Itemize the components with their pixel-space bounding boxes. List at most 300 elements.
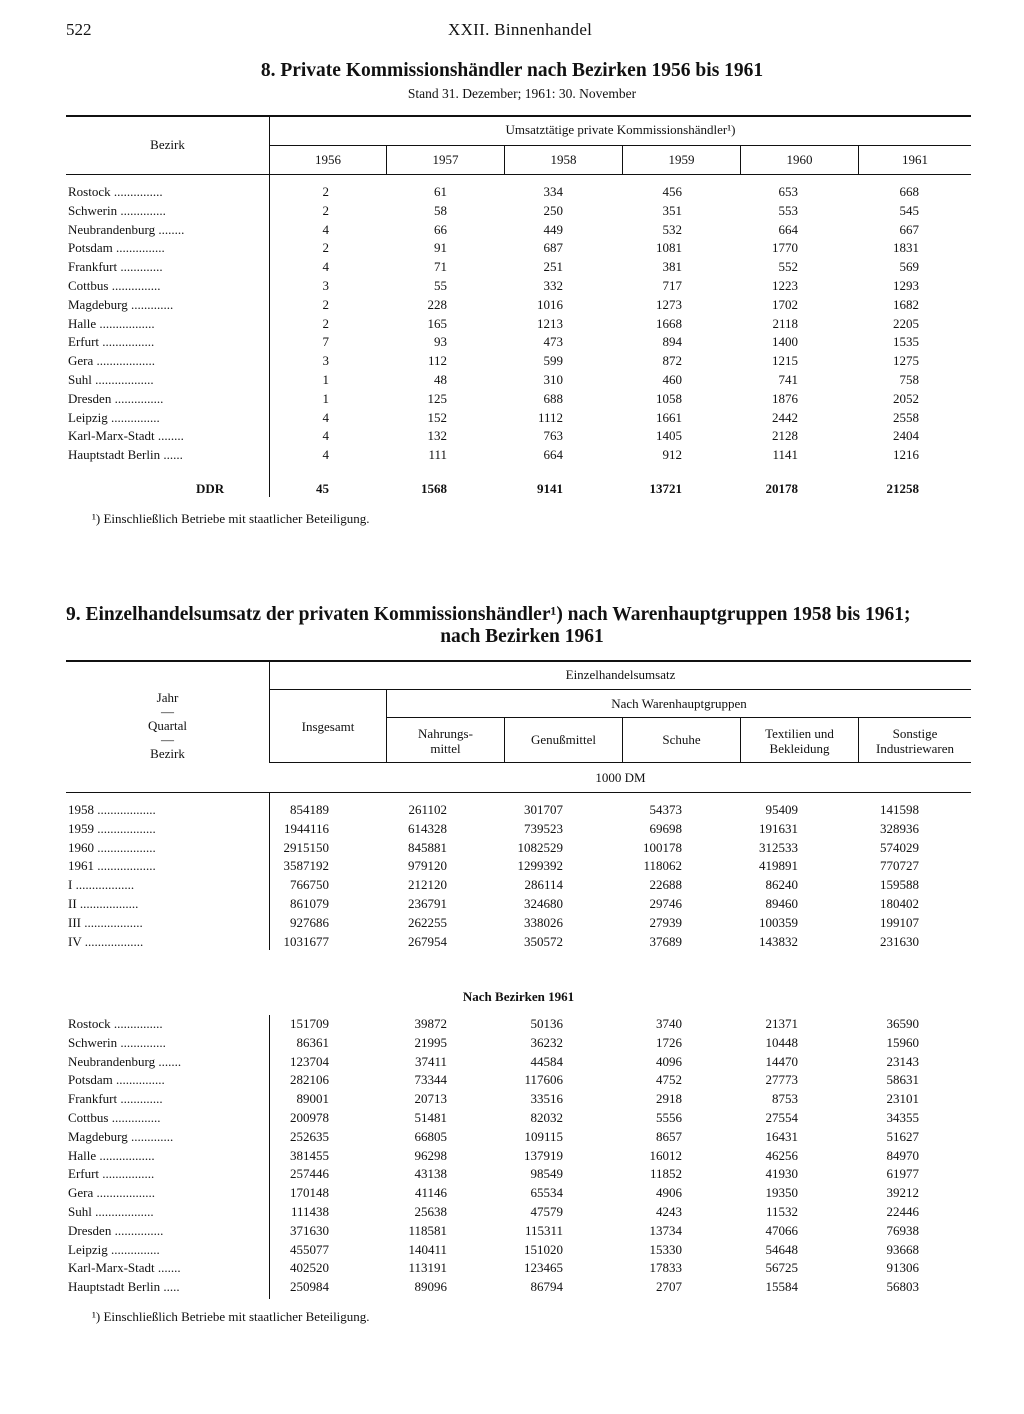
table-row xyxy=(66,259,946,278)
table-cell: 456 xyxy=(662,184,682,199)
table-cell: 20713 xyxy=(414,1091,447,1107)
table-cell: 1031677 xyxy=(283,933,329,949)
table-cell: 151020 xyxy=(524,1241,563,1257)
table-cell: 2118 xyxy=(772,315,798,331)
table8-year-header: 1961 xyxy=(902,152,928,167)
table-cell: 1299392 xyxy=(517,858,563,874)
table-cell: 1668 xyxy=(656,315,682,331)
table-cell: 15330 xyxy=(649,1241,682,1257)
table-cell: 614328 xyxy=(408,820,447,836)
table-cell: 664 xyxy=(778,221,798,237)
row-label: Cottbus ............... xyxy=(68,1110,161,1125)
table-cell: 117606 xyxy=(524,1072,563,1088)
table-cell: 371630 xyxy=(290,1222,329,1238)
table-cell: 95409 xyxy=(765,802,798,817)
table-cell: 56725 xyxy=(765,1260,798,1276)
table-cell: 2 xyxy=(322,296,329,312)
table-cell: 912 xyxy=(662,447,682,463)
table8-year-header: 1957 xyxy=(432,152,459,167)
table-cell: 449 xyxy=(543,221,563,237)
table-cell: 1661 xyxy=(656,409,682,425)
table-cell: 29746 xyxy=(649,896,682,911)
table-cell: 763 xyxy=(543,428,563,444)
table-cell: 37689 xyxy=(649,933,682,949)
table-cell: 861079 xyxy=(290,896,329,911)
table-cell: 2915150 xyxy=(283,839,329,855)
table-row xyxy=(66,1223,946,1242)
table-row xyxy=(66,1016,946,1035)
table-cell: 1215 xyxy=(772,353,798,369)
table-cell: 286114 xyxy=(524,877,563,893)
table-cell: 664 xyxy=(543,447,563,463)
row-label: 1961 .................. xyxy=(68,858,156,874)
table-cell: 39872 xyxy=(414,1016,447,1031)
table-cell: 39212 xyxy=(886,1185,919,1201)
row-label: Suhl .................. xyxy=(68,372,154,387)
row-label: Leipzig ............... xyxy=(68,409,160,425)
table9-footnote: ¹) Einschließlich Betriebe mit staatlicher Beteiligung. xyxy=(92,1309,370,1324)
table-row xyxy=(66,821,946,840)
table-cell: 739523 xyxy=(524,820,563,836)
table8-title: 8. Private Kommissionshändler nach Bezirken 1956 bis 1961 xyxy=(260,60,764,81)
table-cell: 668 xyxy=(899,184,919,199)
table-cell: 4243 xyxy=(656,1204,682,1219)
table-cell: 2 xyxy=(322,184,329,199)
table-row xyxy=(66,428,946,447)
table-cell: 552 xyxy=(778,259,798,275)
table9-stub-jahr: Jahr xyxy=(156,690,179,705)
table-cell: 16012 xyxy=(649,1147,682,1163)
table9-group-header: Einzelhandelsumsatz xyxy=(565,667,676,682)
table-total-row xyxy=(66,481,946,500)
table-row xyxy=(66,222,946,241)
table8-year-header: 1956 xyxy=(315,152,341,167)
table-cell: 4 xyxy=(322,221,329,237)
row-label: Gera .................. xyxy=(68,1185,156,1201)
table-cell: 22688 xyxy=(649,877,682,893)
table-row xyxy=(66,240,946,259)
table-cell: 109115 xyxy=(524,1128,563,1144)
table-cell: 21258 xyxy=(886,481,919,496)
table-cell: 23101 xyxy=(886,1091,919,1107)
table-cell: 65534 xyxy=(530,1185,563,1201)
table-row xyxy=(66,1185,946,1204)
table-row xyxy=(66,934,946,953)
row-label: II .................. xyxy=(68,896,139,911)
table-cell: 927686 xyxy=(290,914,329,930)
table-cell: 73344 xyxy=(414,1072,447,1088)
table-cell: 199107 xyxy=(880,914,919,930)
table-cell: 267954 xyxy=(408,933,447,949)
table-row xyxy=(66,877,946,896)
total-label: DDR xyxy=(196,481,225,496)
table-cell: 770727 xyxy=(880,858,919,874)
table-cell: 460 xyxy=(662,372,682,387)
row-label: 1959 .................. xyxy=(68,820,156,836)
table-cell: 252635 xyxy=(290,1128,329,1144)
table-row xyxy=(66,802,946,821)
table-row xyxy=(66,1148,946,1167)
table-cell: 328936 xyxy=(880,820,919,836)
table-cell: 3587192 xyxy=(283,858,329,874)
table9-stub-dash: — xyxy=(161,732,174,747)
table-cell: 137919 xyxy=(524,1147,563,1163)
row-label: Frankfurt ............. xyxy=(68,259,163,275)
row-label: Potsdam ............... xyxy=(68,1072,165,1088)
table-cell: 27939 xyxy=(649,914,682,930)
table-cell: 334 xyxy=(543,184,563,199)
table-cell: 741 xyxy=(778,372,798,387)
table-cell: 170148 xyxy=(290,1185,329,1201)
row-label: Schwerin .............. xyxy=(68,1034,166,1050)
row-label: Frankfurt ............. xyxy=(68,1091,163,1107)
table-cell: 332 xyxy=(543,278,563,293)
table-cell: 1275 xyxy=(893,353,919,369)
table-cell: 50136 xyxy=(530,1016,563,1031)
row-label: 1960 .................. xyxy=(68,839,156,855)
table-cell: 11532 xyxy=(765,1204,798,1219)
table8-footnote: ¹) Einschließlich Betriebe mit staatlicher Beteiligung. xyxy=(92,511,370,526)
row-label: III .................. xyxy=(68,914,143,930)
table-cell: 1058 xyxy=(656,390,682,406)
table8-year-header: 1958 xyxy=(550,152,577,167)
table-cell: 261102 xyxy=(408,802,447,817)
table-cell: 1016 xyxy=(537,296,563,312)
table-cell: 51627 xyxy=(886,1128,919,1144)
table-cell: 47579 xyxy=(530,1204,563,1219)
table-cell: 236791 xyxy=(408,896,447,911)
table-cell: 2404 xyxy=(893,428,919,444)
table9-col-header: Schuhe xyxy=(662,732,701,747)
table-row xyxy=(66,896,946,915)
table9-col-header: Genußmittel xyxy=(531,732,596,747)
row-label: Potsdam ............... xyxy=(68,240,165,256)
table-cell: 180402 xyxy=(880,896,919,911)
table-cell: 1831 xyxy=(893,240,919,256)
table-cell: 324680 xyxy=(524,896,563,911)
table-cell: 1726 xyxy=(656,1034,682,1050)
table-cell: 51481 xyxy=(414,1110,447,1125)
table-cell: 1273 xyxy=(656,296,682,312)
table-cell: 1400 xyxy=(772,334,798,350)
row-label: Dresden ............... xyxy=(68,390,164,406)
table-cell: 3 xyxy=(322,353,329,369)
table-cell: 20178 xyxy=(765,481,798,496)
table-row xyxy=(66,410,946,429)
table9-col-header: Sonstige Industriewaren xyxy=(876,726,954,756)
table-cell: 301707 xyxy=(524,802,563,817)
table-cell: 55 xyxy=(434,278,447,293)
table-row xyxy=(66,1166,946,1185)
table-cell: 58 xyxy=(434,202,447,218)
table-cell: 165 xyxy=(427,315,447,331)
table-cell: 91306 xyxy=(886,1260,919,1276)
table9-insgesamt-header: Insgesamt xyxy=(301,719,355,734)
row-label: Cottbus ............... xyxy=(68,278,161,293)
table-row xyxy=(66,372,946,391)
table-row xyxy=(66,1091,946,1110)
table-cell: 2 xyxy=(322,202,329,218)
row-label: Suhl .................. xyxy=(68,1204,154,1219)
table-cell: 381 xyxy=(662,259,682,275)
table-cell: 1081 xyxy=(656,240,682,256)
table-cell: 21371 xyxy=(765,1016,798,1031)
table-row xyxy=(66,1054,946,1073)
table-cell: 25638 xyxy=(414,1204,447,1219)
table-cell: 545 xyxy=(899,202,919,218)
table-cell: 1770 xyxy=(772,240,798,256)
table9-stub-bezirk: Bezirk xyxy=(150,746,185,761)
row-label: Dresden ............... xyxy=(68,1222,164,1238)
table-cell: 312533 xyxy=(759,839,798,855)
table-cell: 553 xyxy=(778,202,798,218)
table-cell: 123465 xyxy=(524,1260,563,1276)
table9-title-line1: 9. Einzelhandelsumsatz der privaten Kommissionshändler¹) nach Warenhauptgruppen 1958 bis 1961; xyxy=(66,604,911,625)
table-cell: 4906 xyxy=(656,1185,682,1201)
table-cell: 667 xyxy=(899,221,919,237)
table-cell: 15584 xyxy=(765,1279,798,1295)
table9-col-header: Textilien und Bekleidung xyxy=(765,726,834,756)
row-label: Schwerin .............. xyxy=(68,202,166,218)
table-cell: 1 xyxy=(322,372,329,387)
row-label: IV .................. xyxy=(68,933,144,949)
table-cell: 71 xyxy=(434,259,447,275)
table-cell: 2442 xyxy=(772,409,798,425)
table-row xyxy=(66,316,946,335)
table-cell: 86794 xyxy=(530,1279,563,1295)
table-cell: 36590 xyxy=(886,1016,919,1031)
table-cell: 1702 xyxy=(772,296,798,312)
table-cell: 250 xyxy=(543,202,563,218)
table9-head-rule xyxy=(270,762,971,763)
table-cell: 118581 xyxy=(408,1222,447,1238)
table-row xyxy=(66,184,946,203)
table-cell: 17833 xyxy=(649,1260,682,1276)
table-cell: 532 xyxy=(662,221,682,237)
table-cell: 61 xyxy=(434,184,447,199)
row-label: Hauptstadt Berlin ...... xyxy=(68,447,183,463)
table-cell: 1141 xyxy=(772,447,798,463)
table-cell: 2918 xyxy=(656,1091,682,1107)
table-cell: 894 xyxy=(662,334,682,350)
table-cell: 34355 xyxy=(886,1110,919,1125)
table-row xyxy=(66,278,946,297)
row-label: Leipzig ............... xyxy=(68,1241,160,1257)
table-cell: 10448 xyxy=(765,1034,798,1050)
table8-stub-header: Bezirk xyxy=(150,137,185,152)
table-cell: 4096 xyxy=(656,1053,682,1069)
table-cell: 1082529 xyxy=(517,839,563,855)
row-label: Rostock ............... xyxy=(68,1016,163,1031)
row-label: Magdeburg ............. xyxy=(68,1128,174,1144)
table-cell: 152 xyxy=(427,409,447,425)
row-label: Rostock ............... xyxy=(68,184,163,199)
table-cell: 1216 xyxy=(893,447,919,463)
table-cell: 100359 xyxy=(759,914,798,930)
table-cell: 419891 xyxy=(759,858,798,874)
table-cell: 69698 xyxy=(649,820,682,836)
table9-section-header: Nach Bezirken 1961 xyxy=(462,989,575,1004)
table-cell: 1223 xyxy=(772,278,798,293)
table-cell: 46256 xyxy=(765,1147,798,1163)
table-cell: 1293 xyxy=(893,278,919,293)
table-row xyxy=(66,1072,946,1091)
table-cell: 251 xyxy=(543,259,563,275)
table-cell: 455077 xyxy=(290,1241,329,1257)
table8-year-header: 1959 xyxy=(668,152,695,167)
table9-title-line2: nach Bezirken 1961 xyxy=(440,626,604,647)
table-cell: 159588 xyxy=(880,877,919,893)
table9-col-header: Nahrungs- mittel xyxy=(418,726,473,756)
table-cell: 33516 xyxy=(530,1091,563,1107)
table-cell: 4 xyxy=(322,447,329,463)
table9-unit-rule xyxy=(66,792,971,793)
table-cell: 200978 xyxy=(290,1110,329,1125)
table-cell: 15960 xyxy=(886,1034,919,1050)
table-cell: 257446 xyxy=(290,1166,329,1182)
table-cell: 143832 xyxy=(759,933,798,949)
table-row xyxy=(66,1260,946,1279)
page-number: 522 xyxy=(66,20,92,39)
table-cell: 118062 xyxy=(643,858,682,874)
table-cell: 2 xyxy=(322,315,329,331)
table-cell: 351 xyxy=(662,202,682,218)
table-cell: 4 xyxy=(322,428,329,444)
table-cell: 100178 xyxy=(643,839,682,855)
table-cell: 66805 xyxy=(414,1128,447,1144)
table-cell: 19350 xyxy=(765,1185,798,1201)
table-cell: 93 xyxy=(434,334,447,350)
table-cell: 2 xyxy=(322,240,329,256)
table-cell: 58631 xyxy=(886,1072,919,1088)
table9-subgroup-header: Nach Warenhauptgruppen xyxy=(611,696,747,711)
row-label: Neubrandenburg ....... xyxy=(68,1053,182,1069)
table-cell: 1944116 xyxy=(283,820,329,836)
table-row xyxy=(66,297,946,316)
table-cell: 191631 xyxy=(759,820,798,836)
table-cell: 123704 xyxy=(290,1053,329,1069)
table-cell: 574029 xyxy=(880,839,919,855)
table-cell: 2128 xyxy=(772,428,798,444)
table-cell: 66 xyxy=(434,221,447,237)
table-cell: 4752 xyxy=(656,1072,682,1088)
table8-group-header: Umsatztätige private Kommissionshändler¹) xyxy=(505,122,736,137)
table-cell: 22446 xyxy=(886,1204,919,1219)
table-cell: 16431 xyxy=(765,1128,798,1144)
table-cell: 473 xyxy=(543,334,563,350)
table-cell: 98549 xyxy=(530,1166,563,1182)
row-label: Erfurt ................ xyxy=(68,334,155,350)
table-row xyxy=(66,1204,946,1223)
row-label: 1958 .................. xyxy=(68,802,156,817)
row-label: I .................. xyxy=(68,877,135,893)
table-cell: 2558 xyxy=(893,409,919,425)
table-cell: 2205 xyxy=(893,315,919,331)
table-cell: 262255 xyxy=(408,914,447,930)
table9-stub-dash: — xyxy=(161,704,174,719)
table-cell: 1213 xyxy=(537,315,563,331)
table-cell: 82032 xyxy=(530,1110,563,1125)
table-cell: 89001 xyxy=(296,1091,329,1107)
table-row xyxy=(66,334,946,353)
table-cell: 125 xyxy=(427,390,447,406)
table-cell: 3740 xyxy=(656,1016,682,1031)
table-row xyxy=(66,1242,946,1261)
table-row xyxy=(66,1035,946,1054)
table8-year-header: 1960 xyxy=(786,152,813,167)
row-label: Halle ................. xyxy=(68,315,155,331)
table-cell: 1112 xyxy=(537,409,563,425)
table-cell: 1876 xyxy=(772,390,798,406)
table-cell: 13721 xyxy=(649,481,682,496)
table-cell: 7 xyxy=(322,334,329,350)
row-label: Karl-Marx-Stadt ....... xyxy=(68,1260,181,1276)
table-cell: 854189 xyxy=(290,802,329,817)
table-cell: 151709 xyxy=(290,1016,329,1031)
table-cell: 9141 xyxy=(537,481,563,496)
table-cell: 141598 xyxy=(880,802,919,817)
table-cell: 14470 xyxy=(765,1053,798,1069)
table-cell: 41930 xyxy=(765,1166,798,1182)
table-row xyxy=(66,447,946,466)
row-label: Halle ................. xyxy=(68,1147,155,1163)
table-cell: 113191 xyxy=(408,1260,447,1276)
row-label: Neubrandenburg ........ xyxy=(68,221,185,237)
table-cell: 86240 xyxy=(765,877,798,893)
table-cell: 872 xyxy=(662,353,682,369)
table-cell: 282106 xyxy=(290,1072,329,1088)
row-label: Karl-Marx-Stadt ........ xyxy=(68,428,184,444)
table-row xyxy=(66,391,946,410)
chapter-title: XXII. Binnenhandel xyxy=(448,20,593,39)
table-cell: 56803 xyxy=(886,1279,919,1295)
table-cell: 2707 xyxy=(656,1279,682,1295)
row-label: Erfurt ................ xyxy=(68,1166,155,1182)
table-cell: 569 xyxy=(899,259,919,275)
table9-top-rule xyxy=(66,660,971,662)
table-cell: 54373 xyxy=(649,802,682,817)
table8-group-rule xyxy=(270,145,971,146)
table-cell: 758 xyxy=(899,372,919,387)
table-row xyxy=(66,858,946,877)
table-cell: 44584 xyxy=(530,1053,563,1069)
table-cell: 21995 xyxy=(414,1034,447,1050)
table8-subtitle: Stand 31. Dezember; 1961: 30. November xyxy=(407,86,637,101)
table9-stub-quartal: Quartal xyxy=(148,718,187,733)
table-cell: 140411 xyxy=(408,1241,447,1257)
table-cell: 36232 xyxy=(530,1034,563,1050)
table-cell: 23143 xyxy=(886,1053,919,1069)
table-cell: 27773 xyxy=(765,1072,798,1088)
table-cell: 27554 xyxy=(765,1110,798,1125)
table-cell: 653 xyxy=(778,184,798,199)
table-cell: 89096 xyxy=(414,1279,447,1295)
table-cell: 3 xyxy=(322,278,329,293)
table-cell: 91 xyxy=(434,240,447,256)
table-cell: 84970 xyxy=(886,1147,919,1163)
table-cell: 111438 xyxy=(290,1204,329,1219)
table-cell: 115311 xyxy=(524,1222,563,1238)
table-cell: 688 xyxy=(543,390,563,406)
table9-unit: 1000 DM xyxy=(595,770,646,785)
table-cell: 1535 xyxy=(893,334,919,350)
table-cell: 86361 xyxy=(296,1034,329,1050)
table-cell: 350572 xyxy=(524,933,563,949)
table-cell: 1 xyxy=(322,390,329,406)
table-cell: 228 xyxy=(427,296,447,312)
table8-head-rule xyxy=(66,174,971,175)
table-cell: 111 xyxy=(428,447,447,463)
